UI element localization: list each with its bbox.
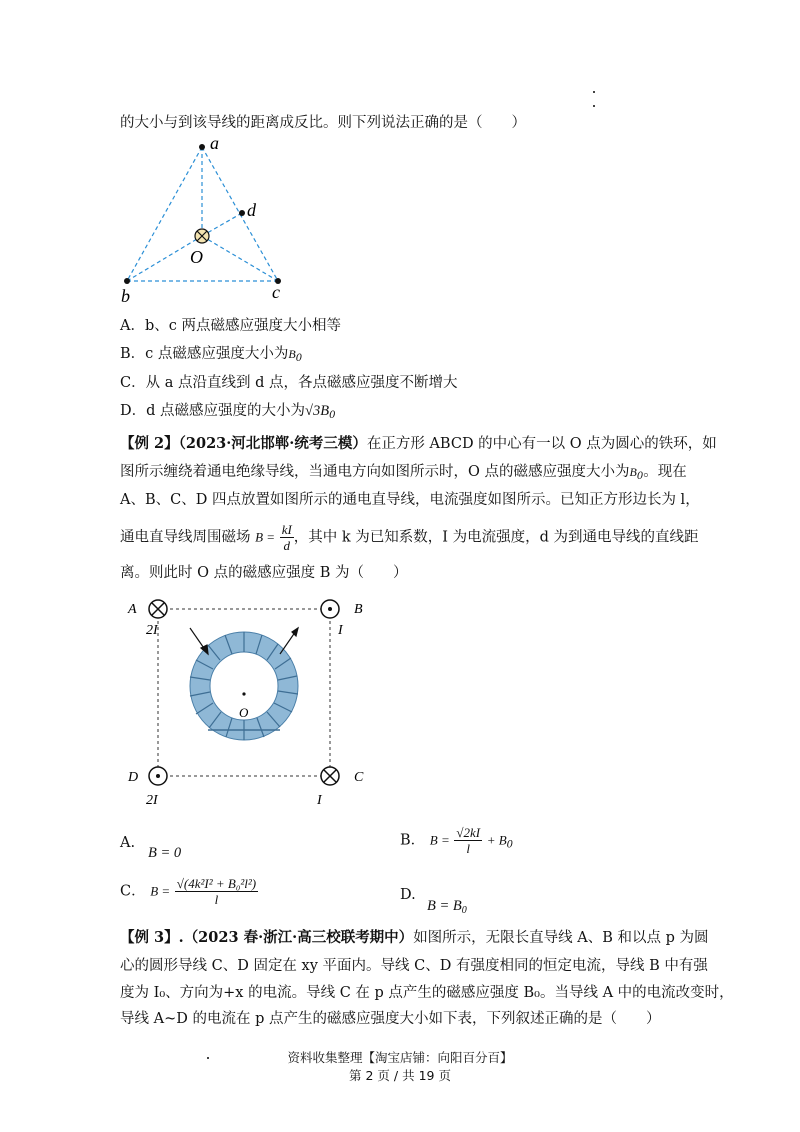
q2-option-a-formula: B = 0	[148, 845, 182, 861]
formula-sqrt-over-l: $\frac{\text{√(4k²I² + B₀²l²)}}{l}$	[176, 876, 257, 907]
q1-option-d[interactable]: D．d 点磁感应强度的大小为$√3B_0$	[120, 403, 336, 421]
label-D: D	[128, 770, 139, 785]
example3-tag: 【例 3】.	[120, 929, 184, 946]
current-B: I	[338, 623, 343, 638]
example3-source: （2023 春·浙江·高三校联考期中）	[183, 929, 414, 946]
label-B: B	[354, 602, 363, 617]
example3-line3: 度为 I₀、方向为+x 的电流。导线 C 在 p 点产生的磁感应强度 B₀。当导线 A 中的电流改变时，	[120, 985, 734, 1001]
artifact-dot	[593, 91, 595, 93]
footer-page-number: 第 2 页 / 共 19 页	[349, 1068, 451, 1083]
example3-line4: 导线 A~D 的电流在 p 点产生的磁感应强度大小如下表，下列叙述正确的是（ ）	[120, 1011, 661, 1027]
current-C: I	[317, 793, 322, 808]
wire-A-into-page-icon	[149, 600, 167, 618]
current-into-page-icon	[195, 229, 209, 243]
example3-line2: 心的圆形导线 C、D 固定在 xy 平面内。导线 C、D 有强度相同的恒定电流，导线 B 中有强	[120, 958, 708, 974]
figure-square-ring	[120, 590, 380, 810]
current-D: 2I	[146, 793, 158, 808]
label-d: d	[247, 200, 256, 220]
label-A: A	[128, 602, 137, 617]
wire-B-out-of-page-icon	[321, 600, 339, 618]
vertex-b-dot	[124, 278, 130, 284]
wire-C-into-page-icon	[321, 767, 339, 785]
formula-sqrt2kI-over-l: $\frac{√2kI}{l}$	[456, 825, 481, 856]
label-O: O	[190, 247, 203, 267]
label-C: C	[354, 770, 364, 785]
example2-line1: 【例 2】（2023·河北邯郸·统考三模）在正方形 ABCD 的中心有一以 O 点为圆心的铁环，如	[120, 435, 717, 452]
wire-D-out-of-page-icon	[149, 767, 167, 785]
example2-line5: 离。则此时 O 点的磁感应强度 B 为（ ）	[120, 565, 408, 581]
vertex-a-dot	[199, 144, 205, 150]
example2-line3: A、B、C、D 四点放置如图所示的通电直导线，电流强度如图所示。已知正方形边长为 l，	[120, 492, 700, 508]
point-d-dot	[239, 210, 245, 216]
q2-option-a[interactable]: A.	[120, 835, 136, 851]
label-O: O	[239, 705, 249, 720]
q1-option-c[interactable]: C．从 a 点沿直线到 d 点，各点磁感应强度不断增大	[120, 375, 458, 391]
q1-option-a[interactable]: A．b、c 两点磁感应强度大小相等	[120, 318, 341, 334]
artifact-dot	[593, 105, 595, 107]
figure-triangle	[110, 132, 310, 307]
footer-source: 资料收集整理【淘宝店铺：向阳百分百】	[287, 1050, 513, 1065]
q2-option-b[interactable]: B． B = $\frac{√2kI}{l}$ + $B_0$	[400, 825, 514, 856]
label-c: c	[272, 282, 280, 302]
q1-option-b[interactable]: B．c 点磁感应强度大小为$B_0$	[120, 346, 303, 364]
example3-line1: 【例 3】.（2023 春·浙江·高三校联考期中）如图所示，无限长直导线 A、B 和以点 p 为圆	[120, 929, 709, 946]
example2-line2: 图所示缠绕着通电绝缘导线，当通电方向如图所示时，O 点的磁感应强度大小为$B_0$。现在	[120, 464, 687, 482]
current-A: 2I	[146, 623, 158, 638]
q2-option-c[interactable]: C． B = $\frac{\text{√(4k²I² + B₀²l²)}}{l}$	[120, 876, 257, 907]
label-a: a	[210, 133, 219, 153]
q2-option-d-formula: $B = B_0$	[427, 898, 467, 916]
q2-option-d[interactable]: D.	[400, 887, 416, 903]
formula-kI-over-d: $\frac{kI}{d}$	[281, 522, 292, 553]
intro-line: 的大小与到该导线的距离成反比。则下列说法正确的是（ ）	[120, 115, 526, 131]
example2-line4: 通电直导线周围磁场 B = $\frac{kI}{d}$ ，其中 k 为已知系数，I 为电流强度，d 为到通电导线的直线距	[120, 522, 699, 553]
example2-tag: 【例 2】	[120, 435, 179, 452]
label-b: b	[121, 286, 130, 306]
center-O-dot	[242, 692, 245, 695]
example2-source: （2023·河北邯郸·统考三模）	[178, 435, 367, 452]
